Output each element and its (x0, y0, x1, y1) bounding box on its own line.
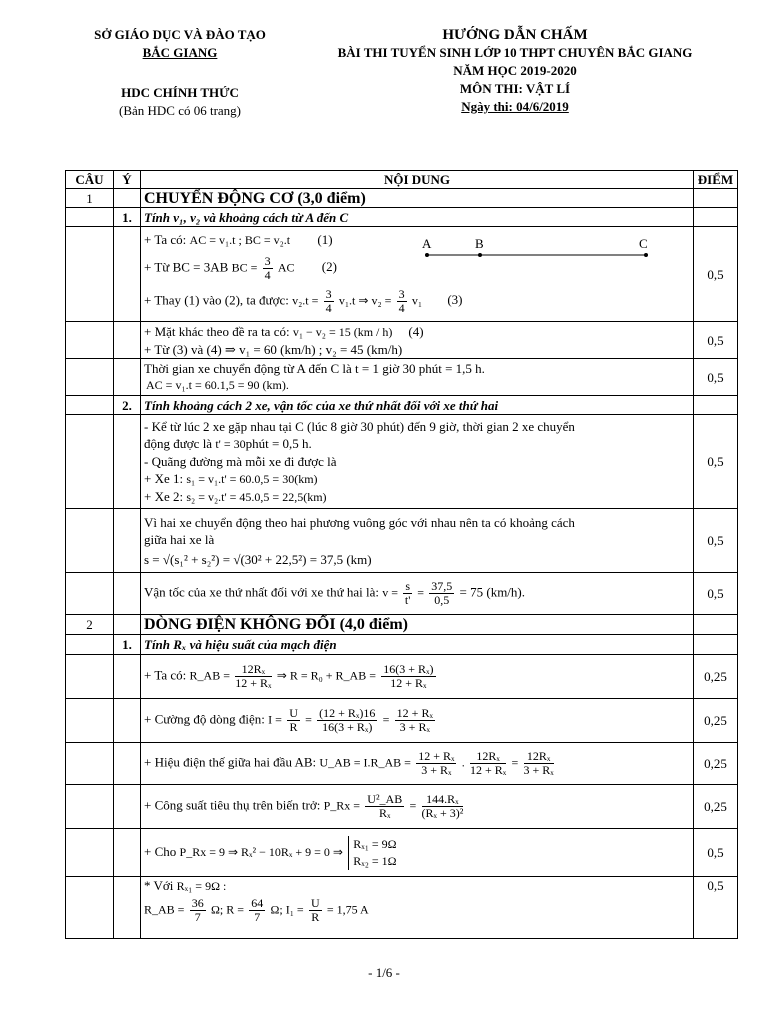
formula: I = (268, 712, 282, 727)
table-row (66, 785, 738, 829)
table-row (66, 743, 738, 785)
fraction (524, 750, 554, 777)
numerator: (12 + Rₓ)16 (319, 706, 376, 720)
col-header-cau: CÂU (66, 171, 114, 189)
score-cell: 0,5 (694, 415, 738, 509)
part-number: 2. (114, 396, 141, 415)
answer-cell (141, 877, 694, 939)
score-cell: 0,25 (694, 743, 738, 785)
formula: P_Rx = 9 ⇒ Rₓ² − 10Rₓ + 9 = 0 ⇒ (179, 844, 343, 859)
table-row (66, 699, 738, 743)
point-label-a: A (422, 236, 432, 251)
answer-cell (141, 699, 694, 743)
fraction (470, 750, 506, 777)
answer-cell (141, 785, 694, 829)
fraction (287, 707, 300, 734)
col-header-score: ĐIỂM (694, 171, 738, 189)
answer-text: + Cường độ dòng điện: (144, 711, 269, 727)
answer-cell (141, 415, 694, 509)
denominator: R (289, 720, 298, 734)
denominator: (Rₓ + 3)² (421, 806, 464, 820)
formula: AC = v₁.t = 60.1,5 = 90 (km). (146, 378, 289, 392)
answer-text: + Cho (144, 843, 180, 859)
answer-text: + Ta có: (144, 667, 190, 683)
numerator: 36 (191, 896, 204, 910)
table-row (66, 359, 738, 396)
part-title: Tính Rₓ và hiệu suất của mạch điện (141, 635, 694, 655)
formula: Ω; I₁ = (270, 902, 304, 917)
answer-text: + Công suất tiêu thụ trên biến trở: (144, 797, 324, 813)
table-row (66, 396, 738, 415)
numerator: 12Rₓ (524, 750, 554, 764)
denominator: 7 (194, 910, 201, 924)
answer-cell (141, 322, 694, 359)
official-label: HDC CHÍNH THỨC (121, 85, 239, 100)
denominator: 12 + Rₓ (235, 676, 272, 690)
answer-cell (141, 573, 694, 615)
segment-diagram (424, 235, 654, 261)
score-cell: 0,5 (694, 227, 738, 322)
fraction (422, 793, 464, 820)
numerator: 12Rₓ (470, 750, 506, 764)
fraction (317, 707, 377, 734)
numerator: 3 (264, 254, 271, 268)
fraction (381, 663, 435, 690)
fraction (395, 707, 435, 734)
formula: ⇒ R = R₀ + R_AB = (276, 668, 376, 683)
numerator: 3 (398, 287, 405, 301)
point-label-b: B (475, 236, 484, 251)
header-right (300, 26, 730, 116)
answer-text: giữa hai xe là (144, 531, 215, 547)
answer-text: * Với (144, 878, 177, 893)
answer-text: Vận tốc của xe thứ nhất đối với xe thứ hai là: (144, 584, 383, 600)
fraction (309, 897, 322, 924)
subject: MÔN THI: VẬT LÍ (459, 81, 571, 96)
segment-line (424, 235, 654, 261)
equation-number: (3) (447, 292, 463, 308)
table-row (66, 877, 738, 939)
exam-name: BÀI THI TUYỂN SINH LỚP 10 THPT CHUYÊN BẮC GIANG (337, 45, 693, 60)
answer-text: động được là (144, 435, 216, 451)
table-row (66, 509, 738, 573)
table-row (66, 829, 738, 877)
answer-text: - Quãng đường mà mỗi xe đi được là (144, 453, 337, 469)
formula: = (511, 755, 519, 770)
answer-text: + Hiệu điện thế giữa hai đầu AB: (144, 754, 320, 770)
denominator: Rₓ (379, 806, 391, 820)
section-title: CHUYỂN ĐỘNG CƠ (3,0 điểm) (141, 189, 694, 208)
numerator: 12Rₓ (235, 663, 271, 677)
page-number: - 1/6 - (368, 965, 400, 980)
denominator: R (311, 910, 320, 924)
fraction (263, 255, 273, 282)
answer-text: = 75 (km/h). (459, 584, 525, 600)
numerator: 64 (251, 896, 264, 910)
formula: = (305, 712, 312, 727)
answer-cell (141, 829, 694, 877)
formula: R_AB = (189, 668, 230, 683)
formula: v₁.t ⇒ v₂ = (338, 293, 392, 308)
answer-cell (141, 509, 694, 573)
denominator: 4 (264, 268, 271, 282)
denominator: t' (404, 593, 411, 607)
answer-text: - Kể từ lúc 2 xe gặp nhau tại C (lúc 8 giờ 30 phút) đến 9 giờ, thời gian 2 xe chuyển (144, 418, 575, 434)
formula: s₁ = v₁.t' = 60.0,5 = 30(km) (186, 471, 318, 486)
formula: s₂ = v₂.t' = 45.0,5 = 22,5(km) (186, 489, 327, 504)
denominator: 16(3 + Rₓ) (322, 720, 373, 734)
col-header-content: NỘI DUNG (141, 171, 694, 189)
equation-number: (1) (317, 232, 333, 247)
denominator: 4 (325, 301, 332, 315)
denominator: 0,5 (434, 593, 450, 607)
numerator: U (310, 896, 320, 910)
section-title: DÒNG ĐIỆN KHÔNG ĐỔI (4,0 điểm) (141, 615, 694, 635)
answer-text: + Xe 2: (144, 488, 187, 504)
question-number: 2 (66, 615, 114, 635)
score-cell: 0,25 (694, 699, 738, 743)
answer-text: + Từ (3) và (4) ⇒ v₁ = 60 (km/h) ; v₂ = 45 (km/h) (144, 341, 403, 357)
answer-text: + Xe 1: (144, 470, 187, 486)
col-header-y: Ý (114, 171, 141, 189)
part-title: Tính khoảng cách 2 xe, vận tốc của xe thứ nhất đối với xe thứ hai (141, 396, 694, 415)
table-row (66, 573, 738, 615)
doc-title: HƯỚNG DẪN CHẤM (442, 27, 588, 43)
part-number: 1. (114, 635, 141, 655)
equation-number: (4) (408, 323, 424, 339)
formula: v₁ (411, 293, 423, 308)
denominator: 12 + Rₓ (469, 763, 507, 777)
fraction (403, 580, 412, 607)
score-cell: 0,5 (694, 573, 738, 615)
score-cell: 0,5 (694, 359, 738, 396)
numerator: U (289, 706, 298, 720)
answer-cell (141, 655, 694, 699)
fraction (249, 897, 265, 924)
solution-2: Rₓ₂ = 1Ω (353, 853, 397, 868)
denominator: 3 + Rₓ (523, 763, 554, 777)
score-cell: 0,5 (694, 829, 738, 877)
score-cell: 0,5 (694, 509, 738, 573)
formula: v = (382, 585, 399, 600)
formula: Ω; R = (210, 902, 244, 917)
formula: AC (277, 260, 295, 275)
school-year: NĂM HỌC 2019-2020 (453, 63, 577, 78)
dept-name: SỞ GIÁO DỤC VÀ ĐÀO TẠO (94, 27, 266, 42)
denominator: 7 (254, 910, 261, 924)
question-number: 1 (66, 189, 114, 208)
numerator: 12 + Rₓ (396, 706, 433, 720)
formula: R_AB = (144, 902, 185, 917)
answer-text: Vì hai xe chuyển động theo hai phương vuông góc với nhau nên ta có khoảng cách (144, 514, 575, 530)
solution-1: Rₓ₁ = 9Ω (353, 836, 397, 851)
table-header-row (66, 171, 738, 189)
score-cell: 0,5 (694, 877, 738, 939)
formula: = (409, 798, 417, 813)
denominator: 3 + Rₓ (399, 720, 430, 734)
answer-cell (141, 359, 694, 396)
formula: s = √(s₁² + s₂²) = √(30² + 22,5²) = 37,5 (km) (144, 551, 372, 567)
formula: = (382, 712, 390, 727)
answer-text: Thời gian xe chuyển động từ A đến C là t = 1 giờ 30 phút = 1,5 h. (144, 361, 485, 376)
numerator: U²_AB (367, 792, 403, 806)
table-row (66, 322, 738, 359)
denominator: 4 (398, 301, 405, 315)
fraction (365, 793, 404, 820)
numerator: 12 + Rₓ (418, 749, 455, 763)
formula: . (461, 755, 465, 770)
pages-note: (Bản HDC có 06 trang) (118, 103, 242, 118)
header-left (60, 26, 300, 120)
fraction (416, 750, 456, 777)
dept-location: BẮC GIANG (142, 45, 218, 60)
score-cell: 0,25 (694, 655, 738, 699)
answer-cell (141, 743, 694, 785)
part-title: Tính v₁, v₂ và khoảng cách từ A đến C (141, 208, 694, 227)
table-row (66, 189, 738, 208)
table-row (66, 635, 738, 655)
answer-text: + Từ BC = 3AB (144, 259, 232, 275)
denominator: 3 + Rₓ (421, 763, 452, 777)
fraction (429, 580, 454, 607)
answer-text: + Ta có: (144, 232, 190, 247)
exam-date: Ngày thi: 04/6/2019 (461, 99, 569, 114)
formula: t' = 30 (215, 436, 246, 451)
answer-text: + Thay (1) vào (2), ta được: (144, 292, 293, 308)
score-cell: 0,5 (694, 322, 738, 359)
table-row (66, 415, 738, 509)
formula: v₁ − v₂ = 15 (km / h) (292, 324, 393, 339)
fraction (397, 288, 407, 315)
fraction (324, 288, 334, 315)
numerator: 144.Rₓ (422, 793, 464, 807)
table-row (66, 208, 738, 227)
numerator: 37,5 (431, 579, 453, 593)
formula: = 1,75 A (326, 902, 369, 917)
point-label-c: C (639, 236, 648, 251)
formula: P_Rx = (323, 798, 361, 813)
numerator: 3 (325, 287, 332, 301)
answer-cell (141, 227, 694, 322)
answer-text: + Mặt khác theo đề ra ta có: (144, 323, 293, 339)
formula: Rₓ₁ = 9Ω : (176, 879, 227, 893)
denominator: 12 + Rₓ (390, 676, 427, 690)
grading-table (65, 170, 738, 939)
score-cell: 0,25 (694, 785, 738, 829)
fraction (190, 897, 206, 924)
table-row (66, 227, 738, 322)
formula: BC = (231, 260, 258, 275)
numerator: s (405, 579, 410, 593)
fraction (235, 663, 271, 690)
formula: AC = v₁.t ; BC = v₂.t (189, 233, 291, 247)
numerator: 16(3 + Rₓ) (383, 662, 434, 676)
part-number: 1. (114, 208, 141, 227)
table-row (66, 655, 738, 699)
table-row (66, 615, 738, 635)
equation-number: (2) (321, 259, 337, 275)
formula: U_AB = I.R_AB = (319, 755, 411, 770)
formula: = (417, 585, 425, 600)
answer-text: phút = 0,5 h. (245, 435, 312, 451)
solution-bracket (348, 836, 396, 870)
formula: v₂.t = (292, 293, 319, 308)
